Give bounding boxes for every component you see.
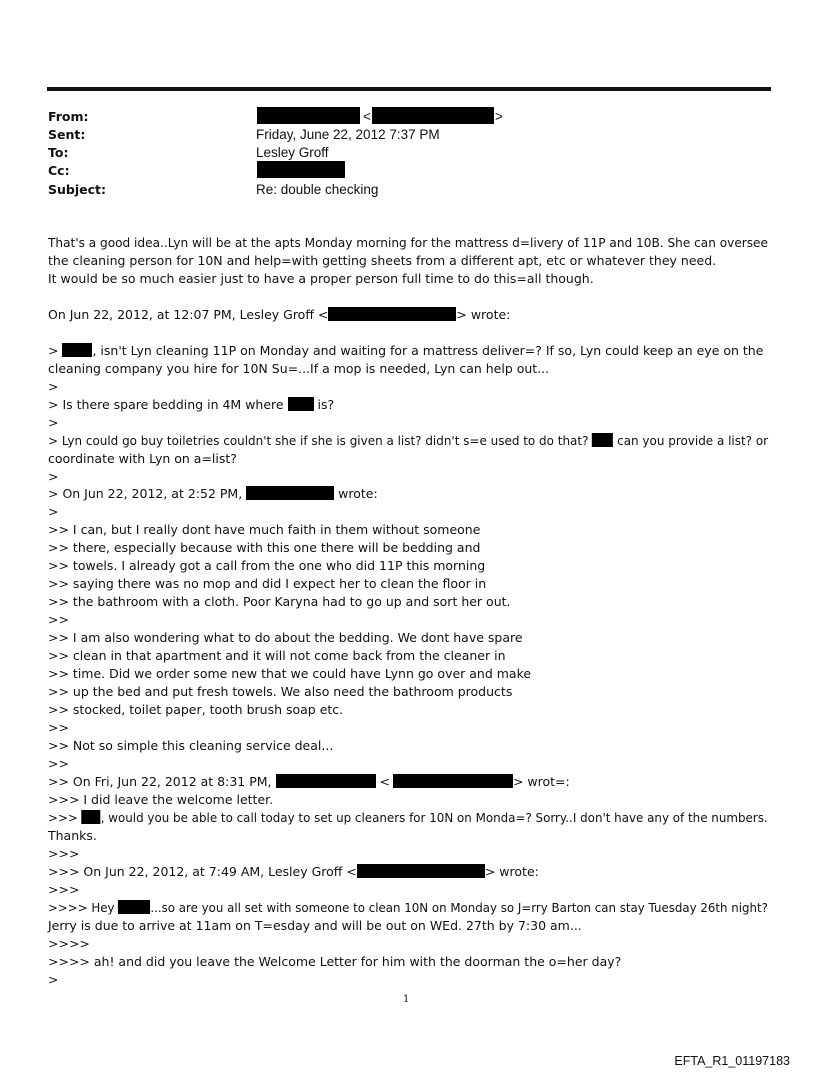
body-line xyxy=(48,396,334,414)
body-line: > xyxy=(48,469,59,484)
body-line: It would be so much easier just to have a proper person full time to do this=all though. xyxy=(48,271,594,286)
body-line: > xyxy=(48,379,59,394)
redaction-name xyxy=(288,397,314,411)
quote-header-line xyxy=(48,306,510,324)
body-line: >> xyxy=(48,720,69,735)
body-text: >>>> Hey xyxy=(48,900,115,915)
body-line: Jerry is due to arrive at 11am on T=esday and will be out on WEd. 27th by 7:30 am... xyxy=(48,918,582,933)
body-text: wrote: xyxy=(338,486,378,501)
page-number: 1 xyxy=(403,994,410,1005)
body-text: ...so are you all set with someone to clean 10N on Monday so J=rry Barton can stay Tuesday 26th night? xyxy=(150,900,768,915)
sent-label: Sent: xyxy=(48,127,86,142)
body-line: >>> xyxy=(48,846,80,861)
body-line: >>> I did leave the welcome letter. xyxy=(48,792,274,807)
body-line: >> saying there was no mop and did I expect her to clean the floor in xyxy=(48,576,487,591)
body-line: cleaning company you hire for 10N Su=...If a mop is needed, Lyn can help out... xyxy=(48,361,550,376)
body-line xyxy=(48,485,378,503)
redaction-email xyxy=(357,864,485,878)
body-line: >>>> xyxy=(48,936,90,951)
body-line xyxy=(48,899,768,917)
body-line: >> Not so simple this cleaning service deal... xyxy=(48,738,334,753)
body-line: >> up the bed and put fresh towels. We also need the bathroom products xyxy=(48,684,513,699)
body-line: >> there, especially because with this one there will be bedding and xyxy=(48,540,481,555)
body-line: >> xyxy=(48,612,69,627)
redaction-name xyxy=(62,343,92,357)
redaction-cc xyxy=(257,161,345,178)
body-text: >> On Fri, Jun 22, 2012 at 8:31 PM, xyxy=(48,774,272,789)
body-text: > wrote: xyxy=(484,864,539,879)
redaction-name xyxy=(246,486,334,500)
quote-header-text: > wrote: xyxy=(456,307,511,322)
header-divider xyxy=(47,87,771,91)
body-line xyxy=(48,342,763,360)
body-text: can you provide a list? or xyxy=(617,433,769,448)
body-line: >> stocked, toilet paper, tooth brush soap etc. xyxy=(48,702,344,717)
body-text: > On Jun 22, 2012, at 2:52 PM, xyxy=(48,486,243,501)
body-text: < xyxy=(379,774,390,789)
redaction-from-email xyxy=(372,107,494,124)
body-line: >>> xyxy=(48,882,80,897)
body-line: > xyxy=(48,972,59,987)
quote-marker: >>> xyxy=(48,810,78,825)
body-line: >>>> ah! and did you leave the Welcome Letter for him with the doorman the o=her day? xyxy=(48,954,622,969)
from-lt: < xyxy=(363,109,371,124)
redaction-name xyxy=(592,433,613,447)
subject-value: Re: double checking xyxy=(256,182,379,197)
redaction-email xyxy=(393,774,513,788)
to-value: Lesley Groff xyxy=(256,145,329,160)
subject-label: Subject: xyxy=(48,182,106,197)
quote-marker: > xyxy=(48,343,59,358)
body-line: >> I can, but I really dont have much faith in them without someone xyxy=(48,522,481,537)
body-line: > xyxy=(48,415,59,430)
cc-label: Cc: xyxy=(48,163,70,178)
body-line: >> clean in that apartment and it will not come back from the cleaner in xyxy=(48,648,506,663)
body-line: coordinate with Lyn on a=list? xyxy=(48,451,237,466)
body-line xyxy=(48,432,768,450)
body-line: Thanks. xyxy=(48,828,97,843)
quote-header-text: On Jun 22, 2012, at 12:07 PM, Lesley Groff < xyxy=(48,307,329,322)
body-line: >> xyxy=(48,756,69,771)
body-text: is? xyxy=(317,397,335,412)
body-text: > Is there spare bedding in 4M where xyxy=(48,397,284,412)
sent-value: Friday, June 22, 2012 7:37 PM xyxy=(256,127,440,142)
redaction-name xyxy=(118,900,150,914)
body-line: >> towels. I already got a call from the one who did 11P this morning xyxy=(48,558,486,573)
body-text: >>> On Jun 22, 2012, at 7:49 AM, Lesley Groff < xyxy=(48,864,357,879)
redaction-email xyxy=(328,307,456,321)
redaction-name xyxy=(82,810,101,824)
from-gt: > xyxy=(495,109,503,124)
redaction-from-name xyxy=(257,107,360,124)
body-line xyxy=(48,773,570,791)
body-line: >> I am also wondering what to do about the bedding. We dont have spare xyxy=(48,630,523,645)
body-line: >> the bathroom with a cloth. Poor Karyna had to go up and sort her out. xyxy=(48,594,511,609)
body-line: That's a good idea..Lyn will be at the apts Monday morning for the mattress d=livery of 11P and 10B. She can oversee xyxy=(48,235,768,250)
bates-number: EFTA_R1_01197183 xyxy=(674,1054,790,1068)
body-text: , isn't Lyn cleaning 11P on Monday and waiting for a mattress deliver=? If so, Lyn could keep an eye on the xyxy=(92,343,764,358)
to-label: To: xyxy=(48,145,69,160)
body-text: > wrot=: xyxy=(512,774,570,789)
body-line xyxy=(48,863,539,881)
body-line: the cleaning person for 10N and help=with getting sheets from a different apt, etc or whatever they need. xyxy=(48,253,717,268)
body-line xyxy=(48,809,768,827)
from-label: From: xyxy=(48,109,89,124)
body-line: >> time. Did we order some new that we could have Lynn go over and make xyxy=(48,666,532,681)
body-line: > xyxy=(48,504,59,519)
body-text: > Lyn could go buy toiletries couldn't she if she is given a list? didn't s=e used to do that? xyxy=(48,433,589,448)
body-text: , would you be able to call today to set up cleaners for 10N on Monda=? Sorry..I don't have any of the numbers. xyxy=(100,810,768,825)
redaction-name xyxy=(276,774,376,788)
